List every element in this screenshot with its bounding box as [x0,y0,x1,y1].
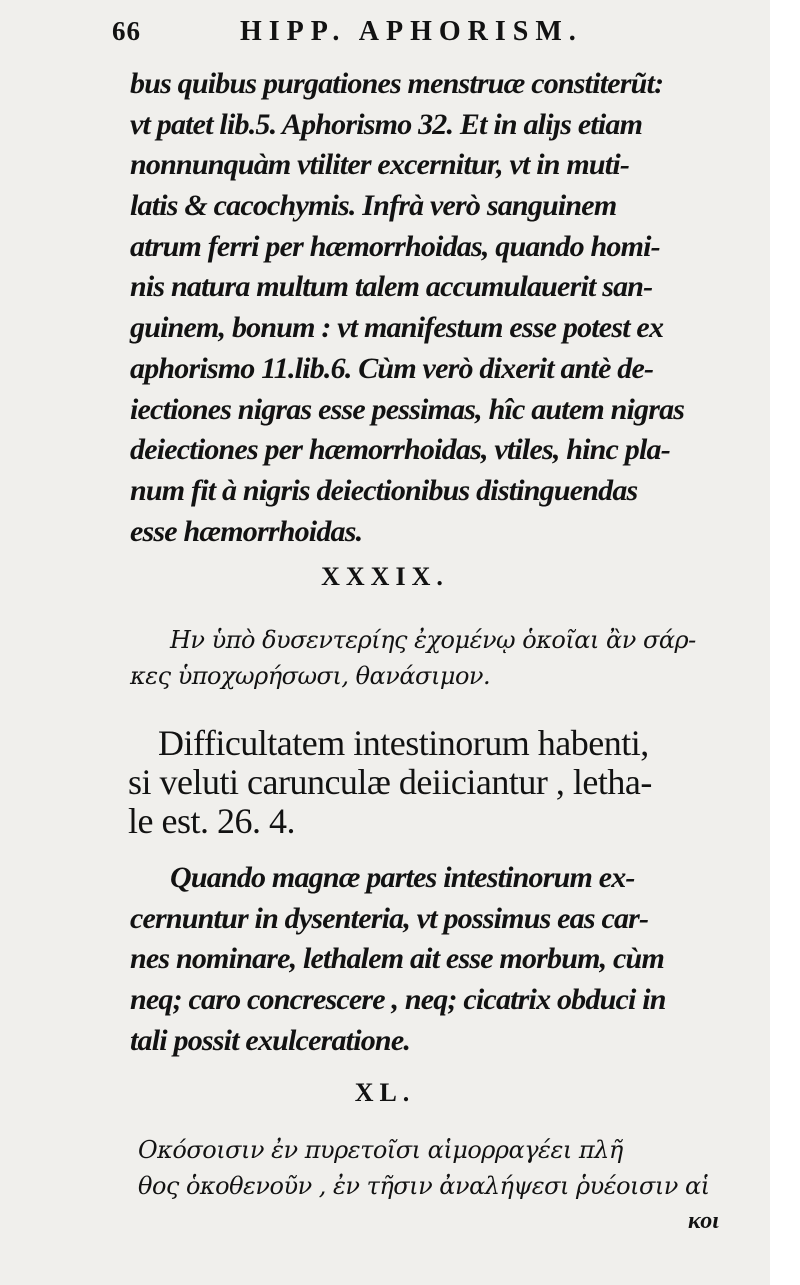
catchword: κοι [688,1208,719,1234]
latin-line: le est. 26. 4. [128,801,295,841]
text-line: guinem, bonum : vt manifestum esse potest ex [130,311,664,345]
text-line: vt patet lib.5. Aphorismo 32. Et in aliȷs etiam [130,107,643,141]
greek-line: Οκόσοισιν ἐν πυρετοῖσι αἱμορραγέει πλῆ [138,1136,623,1164]
greek-aphorism-text [138,1132,738,1204]
text-line: deiectiones per hæmorrhoidas, vtiles, hinc pla- [130,433,670,467]
greek-line: Ην ὑπὸ δυσεντερίης ἐχομένῳ ὁκοῖαι ἂν σάρ- [170,626,696,654]
latin-line: si veluti carunculæ deiiciantur , letha- [128,762,652,802]
page-header [112,14,732,54]
commentary-continued [130,64,750,552]
text-line: tali possit exulceratione. [130,1023,411,1057]
aphorism-number: XL. [354,1078,416,1107]
page-number: 66 [112,16,141,46]
latin-aphorism-text [128,723,778,841]
greek-line: κες ὑποχωρήσωσι, θανάσιμον. [130,662,491,690]
text-line: Quando magnæ partes intestinorum ex- [170,861,635,894]
text-line: esse hæmorrhoidas. [130,514,363,548]
aphorism-commentary [130,858,750,1061]
text-line: iectiones nigras esse pessimas, hîc autem nigras [130,392,685,426]
text-line: latis & cacochymis. Infrà verò sanguinem [130,189,617,223]
text-line: atrum ferri per hæmorrhoidas, quando homi- [130,229,660,263]
aphorism-number: XXXIX. [321,562,449,591]
running-head: HIPP. APHORISM. [240,16,583,47]
text-line: neq; caro concrescere , neq; cicatrix obduci in [130,983,666,1017]
text-line: aphorismo 11.lib.6. Cùm verò dixerit antè de- [130,351,654,385]
text-line: bus quibus purgationes menstruæ constiterũt: [130,67,664,100]
text-line: num fit à nigris deiectionibus distinguendas [130,473,638,507]
greek-line: θος ὁκοθενοῦν , ἐν τῆσιν ἀναλήψεσι ῥυέοισιν αἱ [138,1172,710,1200]
text-line: cernuntur in dysenteria, vt possimus eas car- [130,901,649,935]
latin-line: Difficultatem intestinorum habenti, [158,723,649,763]
text-line: nes nominare, lethalem ait esse morbum, cùm [130,942,664,976]
text-line: nis natura multum talem accumulauerit san- [130,270,653,304]
greek-aphorism-text [130,622,760,694]
text-line: nonnunquàm vtiliter excernitur, vt in muti- [130,148,630,182]
